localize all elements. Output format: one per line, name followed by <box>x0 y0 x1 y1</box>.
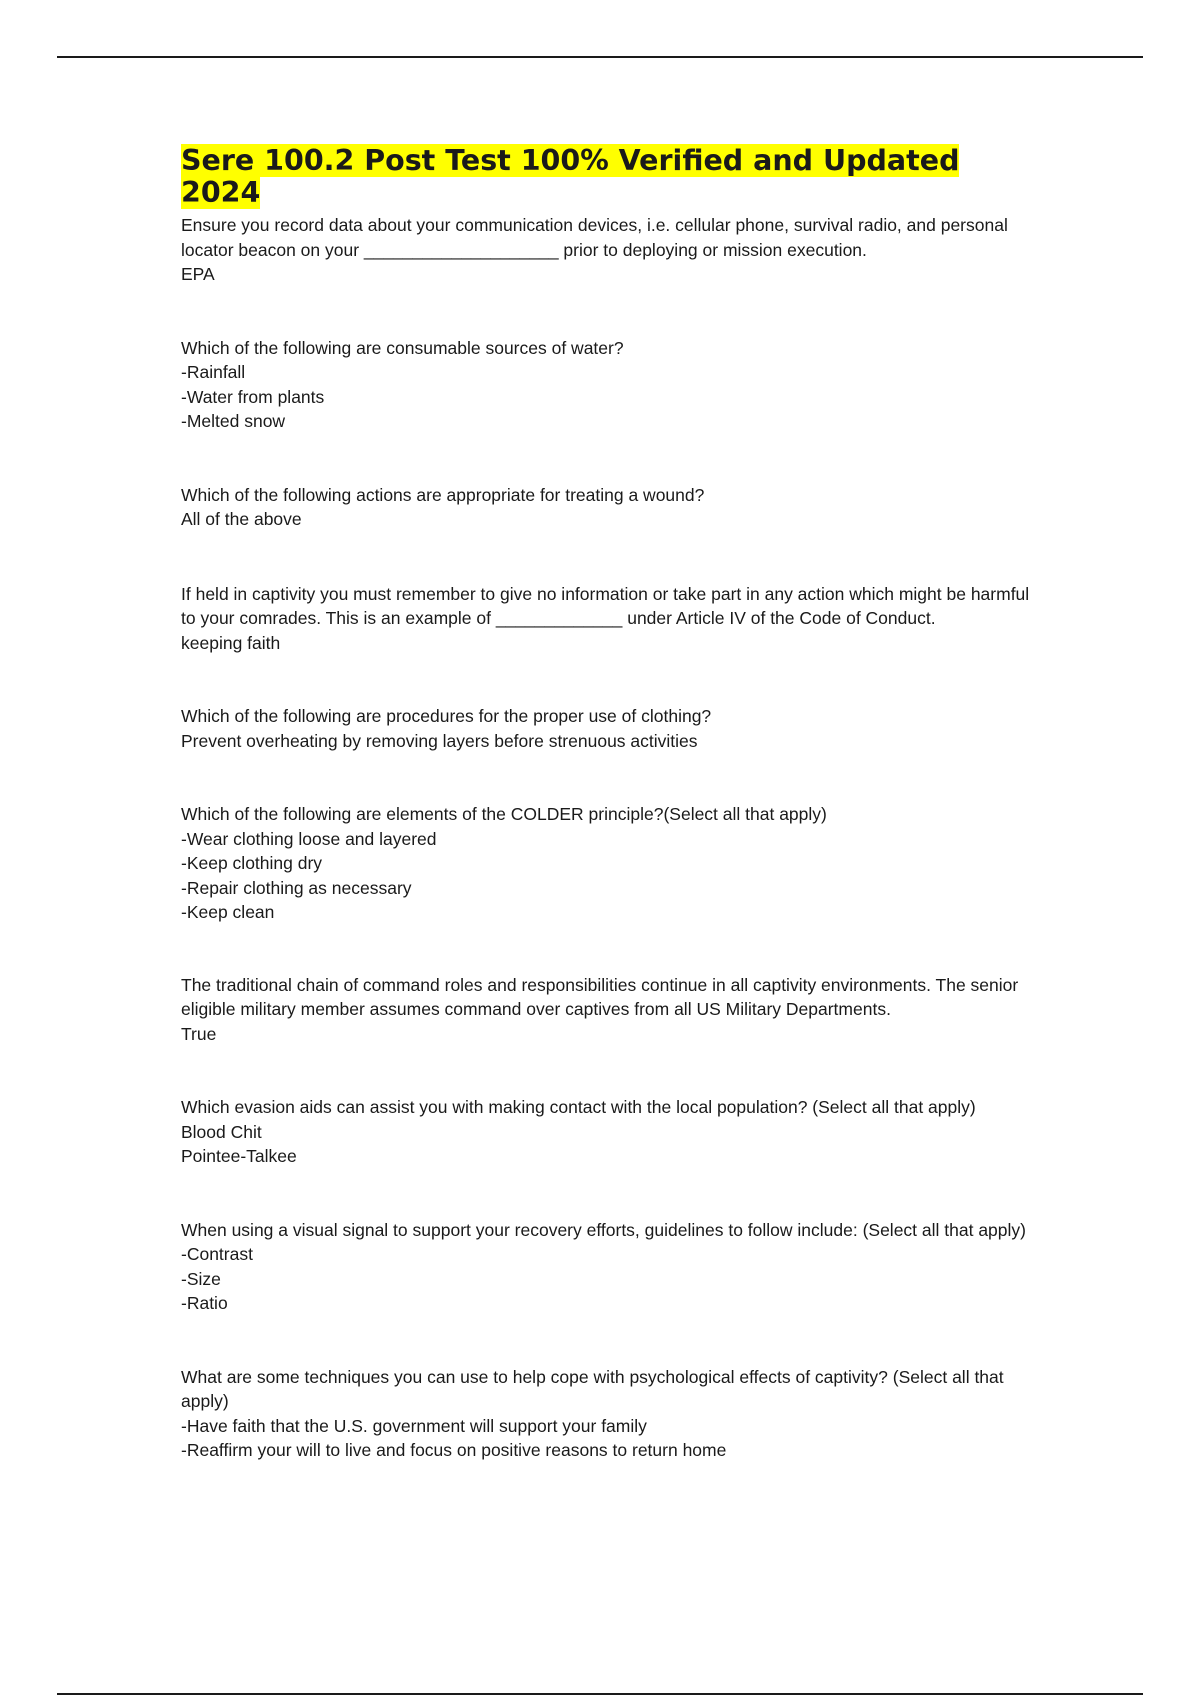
question-text: What are some techniques you can use to help cope with psychological effects of captivity? (Select all that apply) <box>181 1366 1009 1411</box>
header-rule <box>57 56 1143 58</box>
answer-text: -Repair clothing as necessary <box>181 877 412 898</box>
question-text: When using a visual signal to support your recovery efforts, guidelines to follow include: (Select all that apply) <box>181 1219 1026 1240</box>
answer-text: Prevent overheating by removing layers before strenuous activities <box>181 730 698 751</box>
document-title <box>181 145 1031 209</box>
document-body <box>181 144 1035 1463</box>
qa-item <box>181 1218 1031 1316</box>
answer-text: Blood Chit <box>181 1121 262 1142</box>
answer-text: -Keep clean <box>181 902 275 922</box>
question-text: Ensure you record data about your communication devices, i.e. cellular phone, survival radio, and personal locator beacon on your ____________________ prior to deploying or mission execution. <box>181 215 1013 260</box>
qa-item <box>181 1365 1031 1463</box>
answer-text: -Wear clothing loose and layered <box>181 828 437 849</box>
answer-text: -Keep clothing dry <box>181 853 323 873</box>
qa-item <box>181 704 1031 753</box>
document-title-text: Sere 100.2 Post Test 100% Verified and Updated 2024 <box>181 144 960 209</box>
qa-item <box>181 973 1031 1047</box>
answer-text: -Size <box>181 1268 221 1289</box>
qa-item <box>181 483 1031 532</box>
question-text: Which of the following are consumable sources of water? <box>181 337 624 358</box>
answer-text: True <box>181 1023 217 1044</box>
question-text: If held in captivity you must remember to give no information or take part in any action which might be harmful to your comrades. This is an example of _____________ under Article IV of the Code of Conduct. <box>181 583 1035 628</box>
qa-item <box>181 1095 1031 1169</box>
answer-text: All of the above <box>181 509 302 529</box>
answer-text: -Melted snow <box>181 411 286 431</box>
answer-text: Pointee-Talkee <box>181 1146 297 1166</box>
qa-item <box>181 802 1031 925</box>
question-text: Which of the following are procedures for the proper use of clothing? <box>181 706 712 726</box>
answer-text: -Rainfall <box>181 362 246 382</box>
answer-text: -Have faith that the U.S. government will support your family <box>181 1415 647 1436</box>
footer-rule <box>57 1693 1143 1695</box>
answer-text: -Contrast <box>181 1244 253 1264</box>
question-text: Which of the following actions are appropriate for treating a wound? <box>181 484 705 505</box>
question-text: The traditional chain of command roles and responsibilities continue in all captivity environments. The senior eligible military member assumes command over captives from all US Military Departments. <box>181 974 1024 1019</box>
qa-item <box>181 336 1031 434</box>
answer-text: keeping faith <box>181 632 281 653</box>
answer-text: -Water from plants <box>181 386 325 407</box>
answer-text: -Reaffirm your will to live and focus on positive reasons to return home <box>181 1440 727 1460</box>
question-text: Which of the following are elements of the COLDER principle?(Select all that apply) <box>181 804 827 824</box>
question-text: Which evasion aids can assist you with making contact with the local population? (Select all that apply) <box>181 1097 976 1117</box>
answer-text: EPA <box>181 264 215 284</box>
answer-text: -Ratio <box>181 1293 228 1313</box>
qa-item <box>181 213 1031 287</box>
qa-item <box>181 582 1035 656</box>
